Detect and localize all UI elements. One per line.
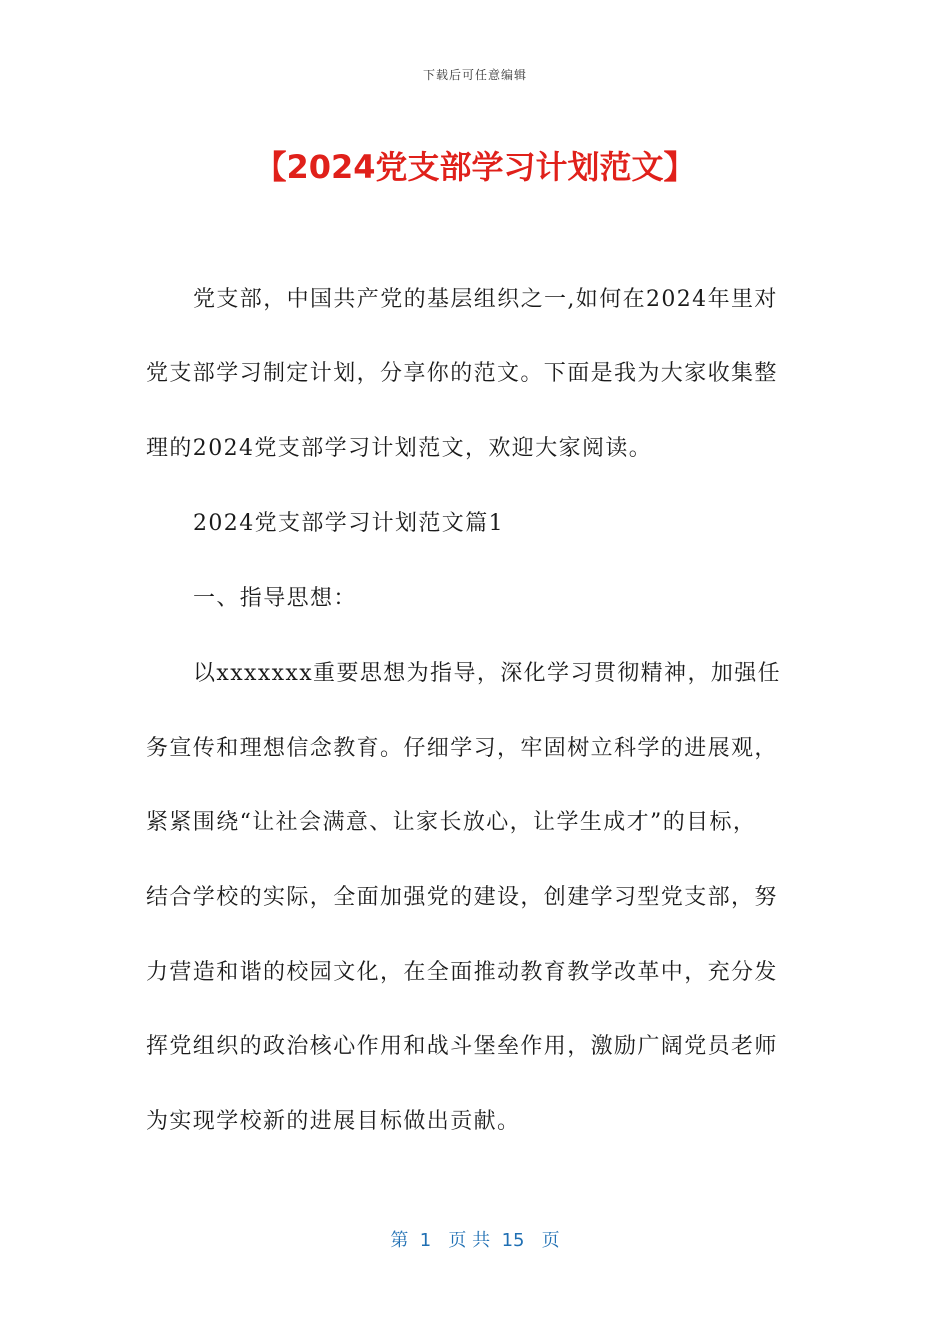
header-note: 下载后可任意编辑 bbox=[422, 68, 527, 82]
page-number-footer: 第 1 页 共 15 页 bbox=[390, 1230, 560, 1251]
paragraph-line: 结合学校的实际，全面加强党的建设，创建学习型党支部，努 bbox=[146, 885, 778, 910]
paragraph-line: 以xxxxxxx重要思想为指导，深化学习贯彻精神，加强任 bbox=[193, 661, 782, 686]
paragraph-line: 为实现学校新的进展目标做出贡献。 bbox=[146, 1109, 521, 1134]
paragraph-line: 力营造和谐的校园文化，在全面推动教育教学改革中，充分发 bbox=[146, 960, 778, 985]
section-heading: 2024党支部学习计划范文篇1 bbox=[193, 511, 504, 536]
paragraph-line: 党支部学习制定计划，分享你的范文。下面是我为大家收集整 bbox=[146, 361, 778, 386]
paragraph-line: 挥党组织的政治核心作用和战斗堡垒作用，激励广阔党员老师 bbox=[146, 1034, 778, 1059]
paragraph-line: 理的2024党支部学习计划范文，欢迎大家阅读。 bbox=[146, 436, 653, 461]
document-title: 【2024党支部学习计划范文】 bbox=[254, 148, 696, 186]
paragraph-line: 务宣传和理想信念教育。仔细学习，牢固树立科学的进展观， bbox=[146, 736, 778, 761]
paragraph-line: 党支部，中国共产党的基层组织之一,如何在2024年里对 bbox=[193, 287, 778, 312]
subsection-heading: 一、指导思想： bbox=[193, 586, 357, 611]
paragraph-line: 紧紧围绕“让社会满意、让家长放心，让学生成才”的目标， bbox=[146, 810, 757, 835]
